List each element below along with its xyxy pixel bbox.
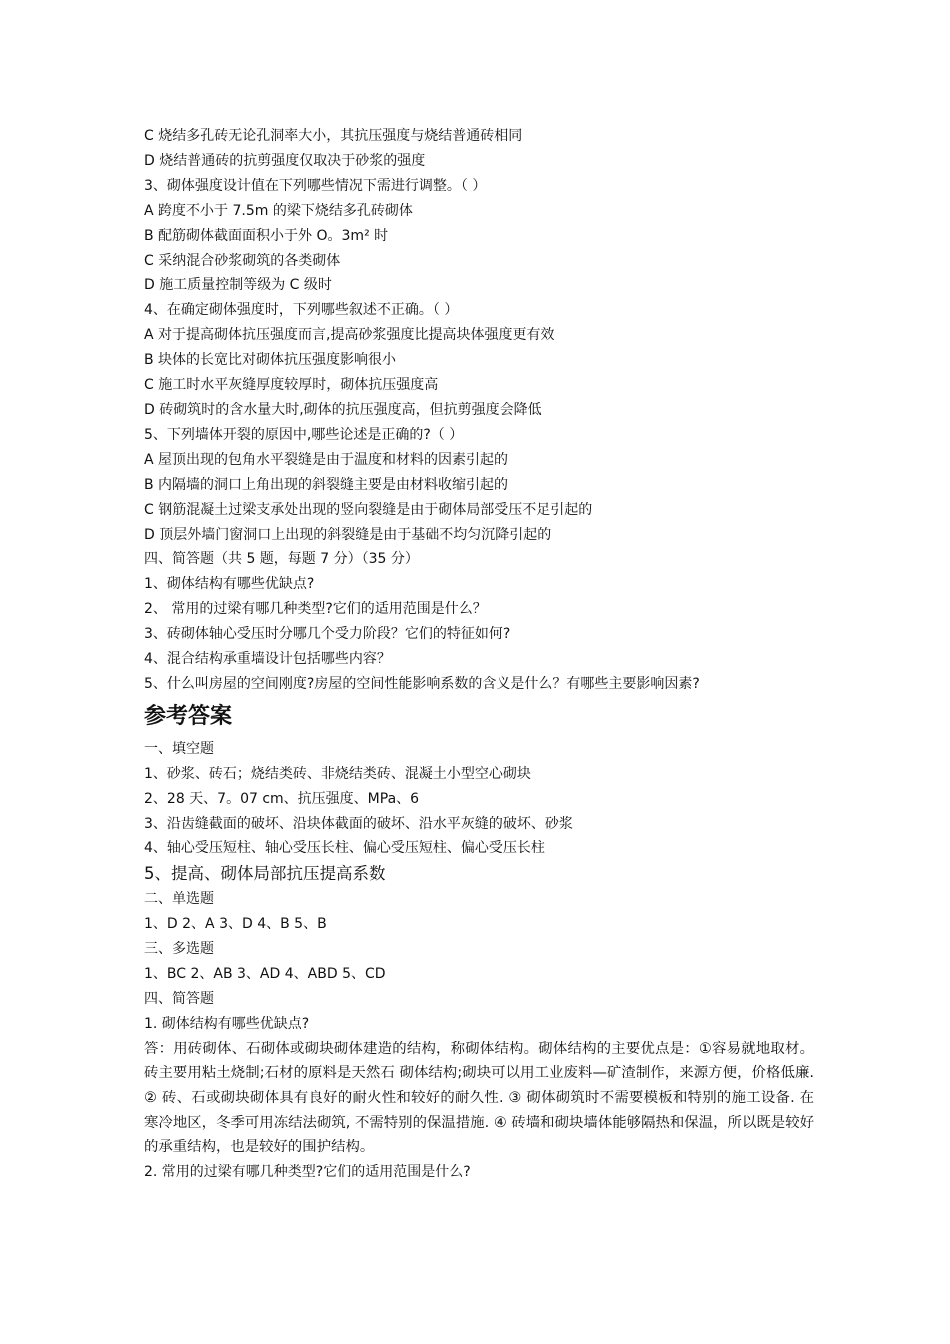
answer-line: 1、BC 2、AB 3、AD 4、ABD 5、CD: [144, 966, 386, 983]
short-question: 4、混合结构承重墙设计包括哪些内容？: [144, 651, 391, 668]
section-title-short-answer: 四、简答题（共 5 题，每题 7 分）（35 分）: [144, 551, 419, 568]
section-title-fill: 一、填空题: [144, 740, 214, 757]
option-a: A 跨度不小于 7.5m 的梁下烧结多孔砖砌体: [144, 202, 413, 219]
option-b: B 块体的长宽比对砌体抗压强度影响很小: [144, 352, 397, 369]
answer-line: 1、D 2、A 3、D 4、B 5、B: [144, 916, 327, 933]
option-a: A 对于提高砌体抗压强度而言,提高砂浆强度比提高块体强度更有效: [144, 327, 555, 344]
section-title-short: 四、简答题: [144, 991, 214, 1007]
short-answer-question: 1. 砌体结构有哪些优缺点?: [144, 1015, 310, 1032]
text-line: C 烧结多孔砖无论孔洞率大小，其抗压强度与烧结普通砖相同: [144, 128, 523, 144]
section-title-single: 二、单选题: [144, 891, 214, 908]
question-3: 3、砌体强度设计值在下列哪些情况下需进行调整。（ ）: [144, 177, 487, 194]
document-page: [144, 124, 814, 1185]
question-4: 4、在确定砌体强度时，下列哪些叙述不正确。（ ）: [144, 302, 459, 319]
option-d: D 顶层外墙门窗洞口上出现的斜裂缝是由于基础不均匀沉降引起的: [144, 526, 552, 543]
answer-line: 1、砂浆、砖石；烧结类砖、非烧结类砖、混凝土小型空心砌块: [144, 765, 531, 782]
short-answer-question: 2. 常用的过梁有哪几种类型?它们的适用范围是什么?: [144, 1163, 471, 1180]
short-answer-paragraph: 答：用砖砌体、石砌体或砌块砌体建造的结构，称砌体结构。砌体结构的主要优点是：①容易就地取材。砖主要用粘土烧制;石材的原料是天然石 砌体结构;砌块可以用工业废料—矿渣制作，来源方便，价格低廉. ② 砖、石或砌块砌体具有良好的耐火性和较好的耐久性. ③ 砌体砌筑时不需要模板和特别的施工设备. 在寒冷地区，冬季可用冻结法砌筑, 不需特别的保温措施. ④ 砖墙和砌块墙体能够隔热和保温，所以既是较好的承重结构，也是较好的围护结构。: [144, 1040, 814, 1156]
option-a: A 屋顶出现的包角水平裂缝是由于温度和材料的因素引起的: [144, 451, 509, 468]
answer-line: 2、28 天、7。07 cm、抗压强度、MPa、6: [144, 790, 420, 807]
question-5: 5、下列墙体开裂的原因中,哪些论述是正确的?（ ）: [144, 426, 464, 443]
text-line: D 烧结普通砖的抗剪强度仅取决于砂浆的强度: [144, 152, 426, 169]
option-d: D 施工质量控制等级为 C 级时: [144, 277, 332, 294]
option-c: C 采纳混合砂浆砌筑的各类砌体: [144, 252, 341, 269]
answer-line: 5、提高、砌体局部抗压提高系数: [144, 864, 386, 884]
option-d: D 砖砌筑时的含水量大时,砌体的抗压强度高，但抗剪强度会降低: [144, 401, 542, 418]
option-c: C 钢筋混凝土过梁支承处出现的竖向裂缝是由于砌体局部受压不足引起的: [144, 501, 593, 518]
section-title-multi: 三、多选题: [144, 941, 214, 958]
option-b: B 内隔墙的洞口上角出现的斜裂缝主要是由材料收缩引起的: [144, 476, 509, 493]
option-b: B 配筋砌体截面面积小于外 O。3m² 时: [144, 227, 389, 244]
short-question: 1、砌体结构有哪些优缺点?: [144, 576, 315, 593]
short-question: 3、砖砌体轴心受压时分哪几个受力阶段？它们的特征如何?: [144, 626, 511, 643]
short-question: 2、 常用的过梁有哪几种类型?它们的适用范围是什么？: [144, 601, 487, 618]
answer-line: 4、轴心受压短柱、轴心受压长柱、偏心受压短柱、偏心受压长柱: [144, 840, 545, 857]
answer-line: 3、沿齿缝截面的破坏、沿块体截面的破坏、沿水平灰缝的破坏、砂浆: [144, 815, 573, 832]
option-c: C 施工时水平灰缝厚度较厚时，砌体抗压强度高: [144, 377, 439, 394]
short-question: 5、什么叫房屋的空间刚度?房屋的空间性能影响系数的含义是什么？有哪些主要影响因素?: [144, 675, 700, 692]
answer-heading: 参考答案: [144, 703, 233, 729]
